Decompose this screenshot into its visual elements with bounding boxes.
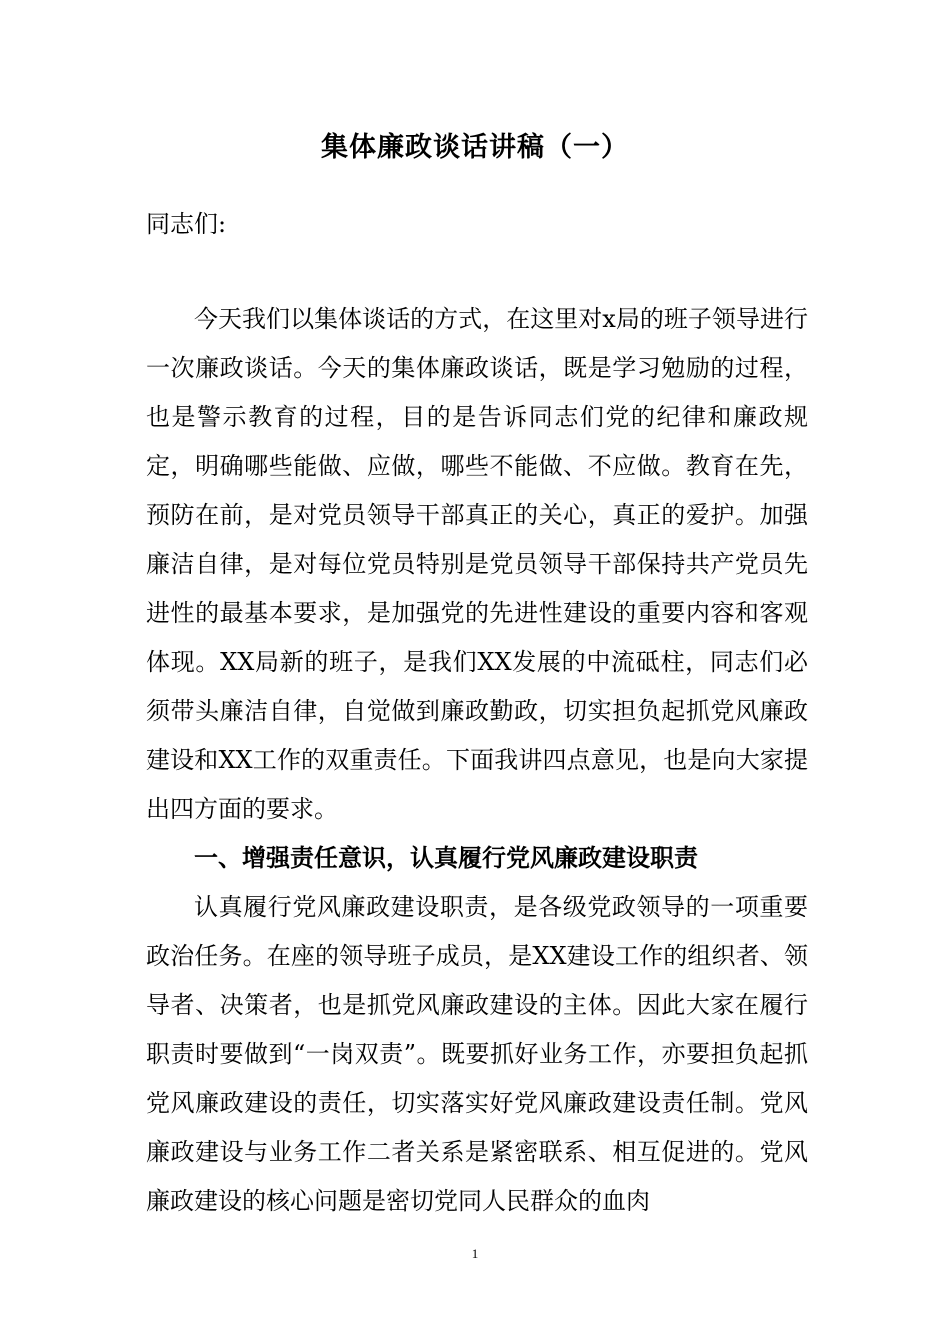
section-heading: 一、增强责任意识，认真履行党风廉政建设职责: [194, 844, 698, 872]
document-title: 集体廉政谈话讲稿（一）: [321, 132, 629, 163]
salutation: 同志们:: [146, 210, 227, 238]
page-number: 1: [471, 1246, 479, 1261]
document-body: [146, 200, 808, 1226]
body-paragraph: 今天我们以集体谈话的方式，在这里对x局的班子领导进行一次廉政谈话。今天的集体廉政谈话，既是学习勉励的过程，也是警示教育的过程，目的是告诉同志们党的纪律和廉政规定，明确哪些能做、应做，哪些不能做、不应做。教育在先，预防在前，是对党员领导干部真正的关心，真正的爱护。加强廉洁自律，是对每位党员特别是党员领导干部保持共产党员先进性的最基本要求，是加强党的先进性建设的重要内容和客观体现。XX局新的班子，是我们XX发展的中流砥柱，同志们必须带头廉洁自律，自觉做到廉政勤政，切实担负起抓党风廉政建设和XX工作的双重责任。下面我讲四点意见，也是向大家提出四方面的要求。: [146, 305, 808, 823]
section-paragraph: 认真履行党风廉政建设职责，是各级党政领导的一项重要政治任务。在座的领导班子成员，是XX建设工作的组织者、领导者、决策者，也是抓党风廉政建设的主体。因此大家在履行职责时要做到“一岗双责”。既要抓好业务工作，亦要担负起抓党风廉政建设的责任，切实落实好党风廉政建设责任制。党风廉政建设与业务工作二者关系是紧密联系、相互促进的。党风廉政建设的核心问题是密切党同人民群众的血肉: [146, 893, 808, 1215]
